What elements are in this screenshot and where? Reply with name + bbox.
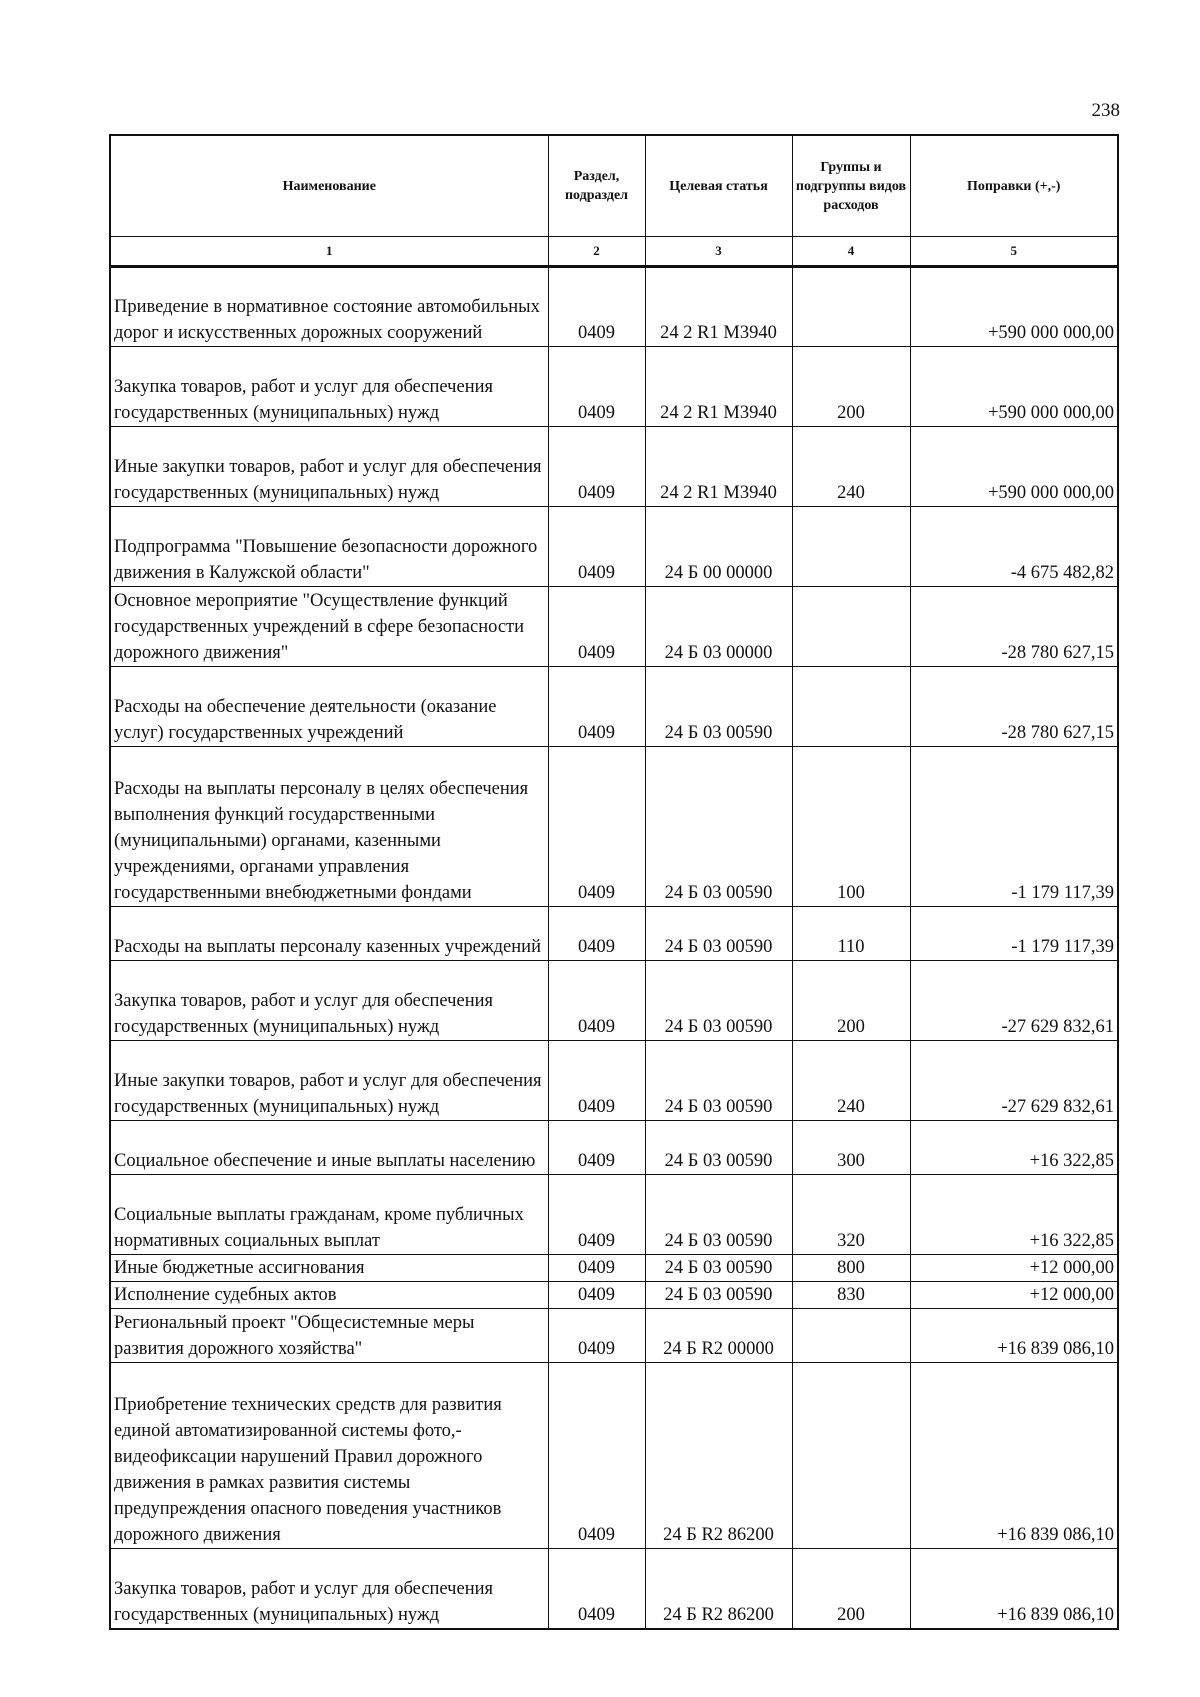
budget-table [109, 134, 1119, 1630]
row-group: 300 [792, 1121, 910, 1175]
row-target: 24 Б 03 00590 [645, 1121, 792, 1175]
table-row [110, 587, 1118, 667]
row-section: 0409 [548, 961, 645, 1041]
row-section: 0409 [548, 667, 645, 747]
table-row [110, 347, 1118, 427]
row-target: 24 Б 03 00590 [645, 667, 792, 747]
row-name: Основное мероприятие "Осуществление функций государственных учреждений в сфере безопасности дорожного движения" [110, 587, 548, 667]
row-name: Расходы на выплаты персоналу казенных учреждений [110, 907, 548, 961]
row-amount: +16 322,85 [910, 1175, 1118, 1255]
row-amount: +16 839 086,10 [910, 1309, 1118, 1363]
row-target: 24 Б 03 00590 [645, 1282, 792, 1309]
row-amount: +590 000 000,00 [910, 347, 1118, 427]
row-name: Иные бюджетные ассигнования [110, 1255, 548, 1282]
header-section: Раздел, подраздел [548, 135, 645, 237]
table-row [110, 1121, 1118, 1175]
row-name: Иные закупки товаров, работ и услуг для обеспечения государственных (муниципальных) нужд [110, 1041, 548, 1121]
table-row [110, 907, 1118, 961]
column-number: 2 [548, 237, 645, 267]
row-name: Социальное обеспечение и иные выплаты населению [110, 1121, 548, 1175]
row-target: 24 Б 03 00590 [645, 1041, 792, 1121]
row-section: 0409 [548, 747, 645, 907]
row-target: 24 Б 03 00590 [645, 961, 792, 1041]
column-number: 4 [792, 237, 910, 267]
row-section: 0409 [548, 507, 645, 587]
row-section: 0409 [548, 427, 645, 507]
row-name: Расходы на выплаты персоналу в целях обеспечения выполнения функций государственными (муниципальными) органами, казенными учреждениями, органами управления государственными внебюджетными фондами [110, 747, 548, 907]
row-amount: +590 000 000,00 [910, 427, 1118, 507]
table-row [110, 507, 1118, 587]
column-number: 3 [645, 237, 792, 267]
header-amount: Поправки (+,-) [910, 135, 1118, 237]
column-number-row [110, 237, 1118, 267]
row-target: 24 2 R1 M3940 [645, 347, 792, 427]
row-group [792, 587, 910, 667]
row-amount: -1 179 117,39 [910, 747, 1118, 907]
table-row [110, 667, 1118, 747]
table-row [110, 267, 1118, 347]
row-section: 0409 [548, 1363, 645, 1549]
row-group: 200 [792, 1549, 910, 1629]
row-group: 110 [792, 907, 910, 961]
row-target: 24 2 R1 M3940 [645, 427, 792, 507]
row-group: 240 [792, 427, 910, 507]
table-row [110, 1549, 1118, 1629]
column-number: 1 [110, 237, 548, 267]
row-group: 240 [792, 1041, 910, 1121]
row-amount: +16 322,85 [910, 1121, 1118, 1175]
page-number: 238 [1091, 100, 1120, 121]
row-section: 0409 [548, 1282, 645, 1309]
table-row [110, 1309, 1118, 1363]
row-name: Закупка товаров, работ и услуг для обеспечения государственных (муниципальных) нужд [110, 1549, 548, 1629]
row-amount: -27 629 832,61 [910, 1041, 1118, 1121]
row-group: 200 [792, 961, 910, 1041]
row-name: Социальные выплаты гражданам, кроме публичных нормативных социальных выплат [110, 1175, 548, 1255]
row-name: Закупка товаров, работ и услуг для обеспечения государственных (муниципальных) нужд [110, 347, 548, 427]
row-section: 0409 [548, 1309, 645, 1363]
row-target: 24 Б R2 86200 [645, 1363, 792, 1549]
row-group [792, 667, 910, 747]
row-target: 24 Б 03 00590 [645, 747, 792, 907]
row-group [792, 1309, 910, 1363]
row-name: Подпрограмма "Повышение безопасности дорожного движения в Калужской области" [110, 507, 548, 587]
row-section: 0409 [548, 1549, 645, 1629]
row-target: 24 Б R2 86200 [645, 1549, 792, 1629]
row-group: 200 [792, 347, 910, 427]
row-target: 24 Б R2 00000 [645, 1309, 792, 1363]
table-row [110, 1255, 1118, 1282]
row-amount: +12 000,00 [910, 1282, 1118, 1309]
row-group [792, 267, 910, 347]
row-section: 0409 [548, 1175, 645, 1255]
row-target: 24 Б 03 00000 [645, 587, 792, 667]
table-header [110, 135, 1118, 267]
table-row [110, 747, 1118, 907]
row-name: Закупка товаров, работ и услуг для обеспечения государственных (муниципальных) нужд [110, 961, 548, 1041]
header-group: Группы и подгруппы видов расходов [792, 135, 910, 237]
row-amount: -1 179 117,39 [910, 907, 1118, 961]
row-group: 320 [792, 1175, 910, 1255]
row-group: 800 [792, 1255, 910, 1282]
table-row [110, 427, 1118, 507]
row-section: 0409 [548, 267, 645, 347]
row-name: Приведение в нормативное состояние автомобильных дорог и искусственных дорожных сооружений [110, 267, 548, 347]
row-target: 24 2 R1 M3940 [645, 267, 792, 347]
row-section: 0409 [548, 1121, 645, 1175]
row-amount: +12 000,00 [910, 1255, 1118, 1282]
header-name: Наименование [110, 135, 548, 237]
table-row [110, 1041, 1118, 1121]
column-number: 5 [910, 237, 1118, 267]
row-amount: +16 839 086,10 [910, 1363, 1118, 1549]
table-row [110, 1363, 1118, 1549]
row-amount: -4 675 482,82 [910, 507, 1118, 587]
row-target: 24 Б 00 00000 [645, 507, 792, 587]
row-target: 24 Б 03 00590 [645, 1255, 792, 1282]
row-section: 0409 [548, 1041, 645, 1121]
row-group [792, 507, 910, 587]
row-amount: -27 629 832,61 [910, 961, 1118, 1041]
row-name: Региональный проект "Общесистемные меры развития дорожного хозяйства" [110, 1309, 548, 1363]
row-section: 0409 [548, 347, 645, 427]
header-target: Целевая статья [645, 135, 792, 237]
row-group: 100 [792, 747, 910, 907]
table-row [110, 961, 1118, 1041]
row-group [792, 1363, 910, 1549]
row-amount: -28 780 627,15 [910, 587, 1118, 667]
table-row [110, 1282, 1118, 1309]
row-name: Исполнение судебных актов [110, 1282, 548, 1309]
row-amount: +16 839 086,10 [910, 1549, 1118, 1629]
row-section: 0409 [548, 907, 645, 961]
row-amount: -28 780 627,15 [910, 667, 1118, 747]
row-section: 0409 [548, 1255, 645, 1282]
row-target: 24 Б 03 00590 [645, 907, 792, 961]
table-body [110, 267, 1118, 1629]
row-name: Расходы на обеспечение деятельности (оказание услуг) государственных учреждений [110, 667, 548, 747]
row-target: 24 Б 03 00590 [645, 1175, 792, 1255]
row-group: 830 [792, 1282, 910, 1309]
row-name: Приобретение технических средств для развития единой автоматизированной системы фото,-видеофиксации нарушений Правил дорожного движения в рамках развития системы предупреждения опасного поведения участников дорожного движения [110, 1363, 548, 1549]
row-name: Иные закупки товаров, работ и услуг для обеспечения государственных (муниципальных) нужд [110, 427, 548, 507]
table-row [110, 1175, 1118, 1255]
row-section: 0409 [548, 587, 645, 667]
row-amount: +590 000 000,00 [910, 267, 1118, 347]
